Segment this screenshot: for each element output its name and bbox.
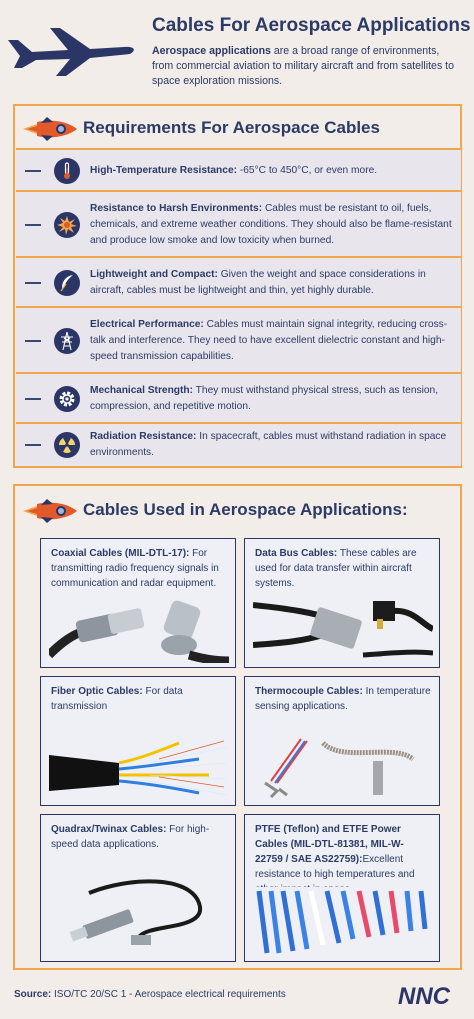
card-text: Quadrax/Twinax Cables: For high-speed data applications. [51,824,210,850]
feather-icon [54,270,80,296]
requirements-header [15,106,460,150]
page-title: Cables For Aerospace Applications [152,15,471,36]
gear-icon [54,386,80,412]
card-text: Thermocouple Cables: In temperature sensing applications. [255,686,431,712]
dash-marker [25,340,41,342]
power-tower-icon [54,328,80,354]
fiber-optic-cable-image [49,733,229,801]
requirement-row [16,148,461,190]
source-citation: Source: ISO/TC 20/SC 1 - Aerospace electrical requirements [14,989,286,1000]
cable-card-coaxial [40,538,236,668]
cable-card-quadrax-twinax [40,814,236,962]
ptfe-etfe-cable-image [253,887,433,957]
cables-panel [13,484,462,970]
requirement-text: Lightweight and Compact: Given the weight and space considerations in aircraft, cables must be lightweight and thin, yet highly durable. [90,269,426,296]
requirement-text: Radiation Resistance: In spacecraft, cables must withstand radiation in space environments. [90,431,447,458]
svg-text:NNC: NNC [398,983,450,1008]
dash-marker [25,282,41,284]
requirement-text: Resistance to Harsh Environments: Cables must be resistant to oil, fuels, chemicals, and extreme weather conditions. They should also be flame-resistant and produce low smoke and low toxicity when burned. [90,203,452,246]
card-text: Fiber Optic Cables: For data transmission [51,686,183,712]
card-text: PTFE (Teflon) and ETFE Power Cables (MIL-DTL-81381, MIL-W-22759 / SAE AS22759):Excellent resistance to high temperatures and [255,824,415,880]
dash-marker [25,444,41,446]
header [0,0,474,98]
card-text: Coaxial Cables (MIL-DTL-17): For transmitting radio frequency signals in communication and radar equipment. [51,548,219,589]
requirement-text: Electrical Performance: Cables must maintain signal integrity, reducing cross-talk and interference. They need to have excellent dielectric constant and high-speed transmission capabilities. [90,319,448,362]
footer [0,975,474,1019]
requirement-row [16,306,461,372]
requirement-row [16,372,461,422]
rocket-icon [21,498,81,524]
dash-marker [25,170,41,172]
dash-marker [25,398,41,400]
coaxial-cable-image [49,595,229,663]
thermocouple-cable-image [253,733,433,801]
requirement-row [16,422,461,466]
intro-text: Aerospace applications are a broad range of environments, from commercial aviation to military aircraft and from satellites to space exploration missions. [152,45,455,87]
radiation-icon [54,432,80,458]
requirements-title: Requirements For Aerospace Cables [83,118,380,137]
requirement-row [16,256,461,306]
cables-header [15,486,460,530]
rocket-icon [21,116,81,142]
requirement-text: High-Temperature Resistance: -65°C to 450°C, or even more. [90,165,378,176]
airplane-icon [6,22,138,78]
requirement-text: Mechanical Strength: They must withstand physical stress, such as tension, compression, and repetitive motion. [90,385,439,412]
cable-card-fiber-optic [40,676,236,806]
dash-marker [25,224,41,226]
card-text: Data Bus Cables: These cables are used for data transfer within aircraft systems. [255,548,417,589]
cable-card-data-bus [244,538,440,668]
data-bus-cable-image [253,595,433,663]
requirements-panel [13,104,462,468]
nnc-logo [396,982,460,1008]
thermometer-icon [54,158,80,184]
cable-card-thermocouple [244,676,440,806]
twinax-cable-image [49,873,229,955]
cable-card-ptfe-etfe [244,814,440,962]
cables-title: Cables Used in Aerospace Applications: [83,500,408,519]
explosion-icon [54,212,80,238]
requirement-row [16,190,461,256]
